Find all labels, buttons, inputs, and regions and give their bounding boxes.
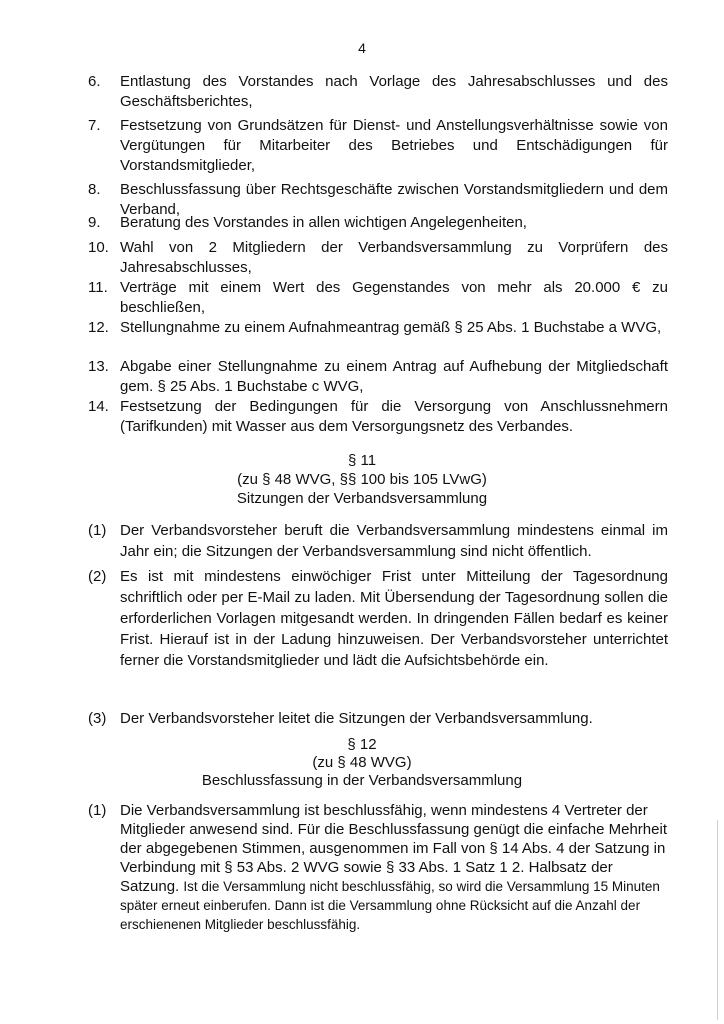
list-item-number: 12. — [88, 319, 109, 336]
list-item-number: 9. — [88, 214, 101, 231]
list-item — [88, 238, 668, 278]
list-item — [88, 116, 668, 176]
list-item-text: Festsetzung der Bedingungen für die Versorgung von Anschlussnehmern (Tarifkunden) mit Wasser aus dem Versorgungsnetz des Verbandes. — [120, 398, 668, 435]
list-item-text: Verträge mit einem Wert des Gegenstandes von mehr als 20.000 € zu beschließen, — [120, 279, 668, 316]
list-item-number: 11. — [88, 279, 108, 296]
list-item-number: 14. — [88, 398, 109, 415]
section-12-title: Beschlussfassung in der Verbandsversammlung — [201, 772, 523, 789]
list-item — [88, 72, 668, 112]
section-12-number: § 12 — [347, 736, 377, 753]
list-item — [88, 318, 668, 338]
list-item — [88, 357, 668, 397]
section-11-paragraph — [88, 566, 668, 671]
section-11-paragraph — [88, 708, 668, 729]
paragraph-text-small: Ist die Versammlung nicht beschlussfähig, so wird die Versammlung 15 Minuten später erneut einberufen. Dann ist die Versammlung ohne Rücksicht auf die Anzahl der erschienenen Mitglieder beschlussfähig. — [120, 879, 660, 932]
paragraph-text: Der Verbandsvorsteher leitet die Sitzungen der Verbandsversammlung. — [120, 710, 593, 727]
list-item-text: Beschlussfassung über Rechtsgeschäfte zwischen Vorstandsmitgliedern und dem Verband, — [120, 181, 668, 218]
section-11-number: § 11 — [347, 452, 377, 469]
list-item-text: Entlastung des Vorstandes nach Vorlage des Jahresabschlusses und des Geschäftsberichtes, — [120, 73, 668, 110]
section-12-reference: (zu § 48 WVG) — [312, 754, 412, 771]
section-11-title: Sitzungen der Verbandsversammlung — [236, 490, 488, 507]
list-item — [88, 213, 668, 233]
section-12-paragraph — [88, 801, 668, 934]
list-item-number: 7. — [88, 117, 101, 134]
paragraph-number: (3) — [88, 710, 107, 727]
section-11-paragraph — [88, 520, 668, 562]
paragraph-text: Der Verbandsvorsteher beruft die Verbandsversammlung mindestens einmal im Jahr ein; die Sitzungen der Verbandsversammlung sind nicht öffentlich. — [120, 522, 668, 560]
paragraph-number: (1) — [88, 522, 107, 539]
list-item-number: 10. — [88, 239, 109, 256]
paragraph-number: (2) — [88, 568, 107, 585]
list-item-number: 8. — [88, 181, 101, 198]
paragraph-text: Es ist mit mindestens einwöchiger Frist unter Mitteilung der Tagesordnung schriftlich oder per E-Mail zu laden. Mit Übersendung der Tagesordnung sollen die erforderlichen Vorlagen mitgesandt werden. In dringenden Fällen bedarf es keiner Frist. Hierauf ist in der Ladung hinzuweisen. Der Verbandsvorsteher unterrichtet ferner die Vorstandsmitglieder und lädt die Aufsichtsbehörde ein. — [120, 568, 668, 669]
paragraph-text — [120, 801, 668, 934]
list-item-text: Festsetzung von Grundsätzen für Dienst- und Anstellungsverhältnisse sowie von Vergütungen für Mitarbeiter des Betriebes und Entschädigungen für Vorstandsmitglieder, — [120, 117, 668, 174]
list-item — [88, 397, 668, 437]
section-11-reference: (zu § 48 WVG, §§ 100 bis 105 LVwG) — [237, 471, 487, 488]
paragraph-text-main: Die Verbandsversammlung ist beschlussfähig, wenn mindestens 4 Vertreter der Mitglieder anwesend sind. Für die Beschlussfassung genügt die einfache Mehrheit der abgegebenen Stimmen, ausgenommen im Fall von § 14 Abs. 4 der Satzung in Verbindung mit § 53 Abs. 2 WVG sowie § 33 Abs. 1 Satz 1 2. Halbsatz der Satzung. — [120, 802, 667, 895]
paragraph-number: (1) — [88, 802, 107, 819]
list-item — [88, 278, 668, 318]
list-item-text: Wahl von 2 Mitgliedern der Verbandsversammlung zu Vorprüfern des Jahresabschlusses, — [120, 239, 668, 276]
list-item-text: Beratung des Vorstandes in allen wichtigen Angelegenheiten, — [120, 214, 527, 231]
list-item-text: Stellungnahme zu einem Aufnahmeantrag gemäß § 25 Abs. 1 Buchstabe a WVG, — [120, 319, 662, 336]
list-item-text: Abgabe einer Stellungnahme zu einem Antrag auf Aufhebung der Mitgliedschaft gem. § 25 Abs. 1 Buchstabe c WVG, — [120, 358, 668, 395]
list-item-number: 6. — [88, 73, 101, 90]
list-item-number: 13. — [88, 358, 109, 375]
page-number: 4 — [358, 40, 366, 56]
scan-edge-line — [717, 820, 718, 1020]
